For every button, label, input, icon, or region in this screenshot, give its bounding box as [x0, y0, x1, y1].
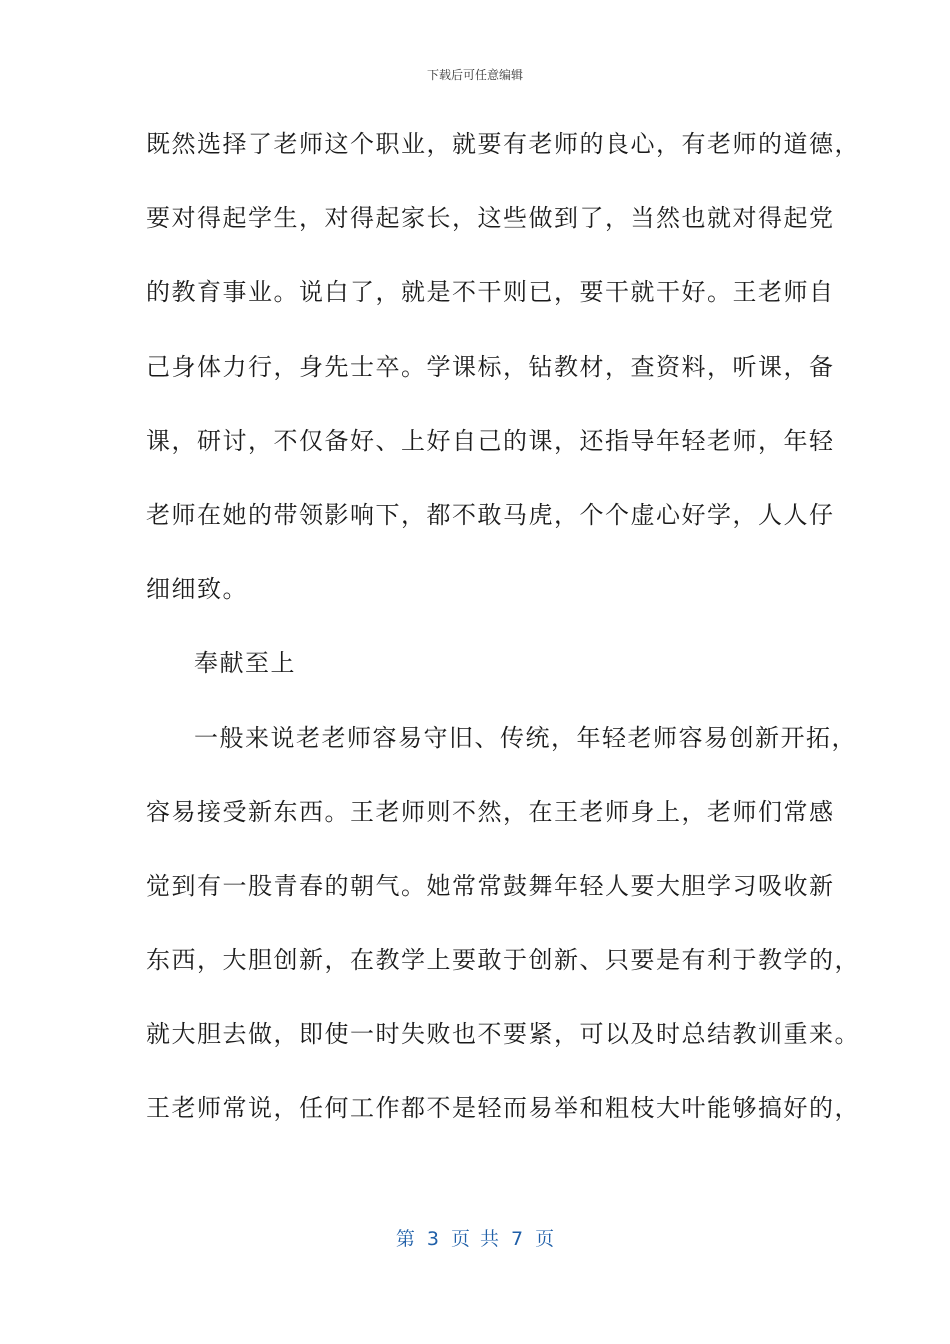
total-pages-number: 7 [511, 1228, 524, 1250]
body-line: 觉到有一股青春的朝气。她常常鼓舞年轻人要大胆学习吸收新 [146, 871, 835, 900]
body-line: 老师在她的带领影响下，都不敢马虎，个个虚心好学，人人仔 [146, 500, 835, 529]
body-line: 要对得起学生，对得起家长，这些做到了，当然也就对得起党 [146, 204, 835, 233]
page-header: 下载后可任意编辑 [426, 68, 523, 82]
current-page-number: 3 [426, 1228, 439, 1250]
body-line: 己身体力行，身先士卒。学课标，钻教材，查资料，听课，备 [146, 352, 835, 381]
body-line: 东西，大胆创新，在教学上要敢于创新、只要是有利于教学的， [146, 946, 860, 975]
section-heading: 奉献至上 [194, 649, 296, 678]
footer-suffix: 页 [535, 1228, 555, 1250]
body-line: 王老师常说，任何工作都不是轻而易举和粗枝大叶能够搞好的， [146, 1094, 860, 1123]
body-line: 细细致。 [146, 575, 248, 604]
body-line: 既然选择了老师这个职业，就要有老师的良心，有老师的道德， [146, 130, 860, 158]
footer-middle: 页 共 [450, 1228, 500, 1250]
body-line: 课，研讨，不仅备好、上好自己的课，还指导年轻老师，年轻 [146, 426, 835, 455]
body-line: 的教育事业。说白了，就是不干则已，要干就干好。王老师自 [146, 278, 835, 307]
body-line: 一般来说老老师容易守旧、传统，年轻老师容易创新开拓， [194, 723, 857, 752]
body-line: 容易接受新东西。王老师则不然，在王老师身上，老师们常感 [146, 797, 835, 826]
document-body [146, 120, 860, 1159]
page-footer [0, 1224, 950, 1251]
body-line: 就大胆去做，即使一时失败也不要紧，可以及时总结教训重来。 [146, 1020, 860, 1049]
footer-prefix: 第 [395, 1228, 415, 1250]
